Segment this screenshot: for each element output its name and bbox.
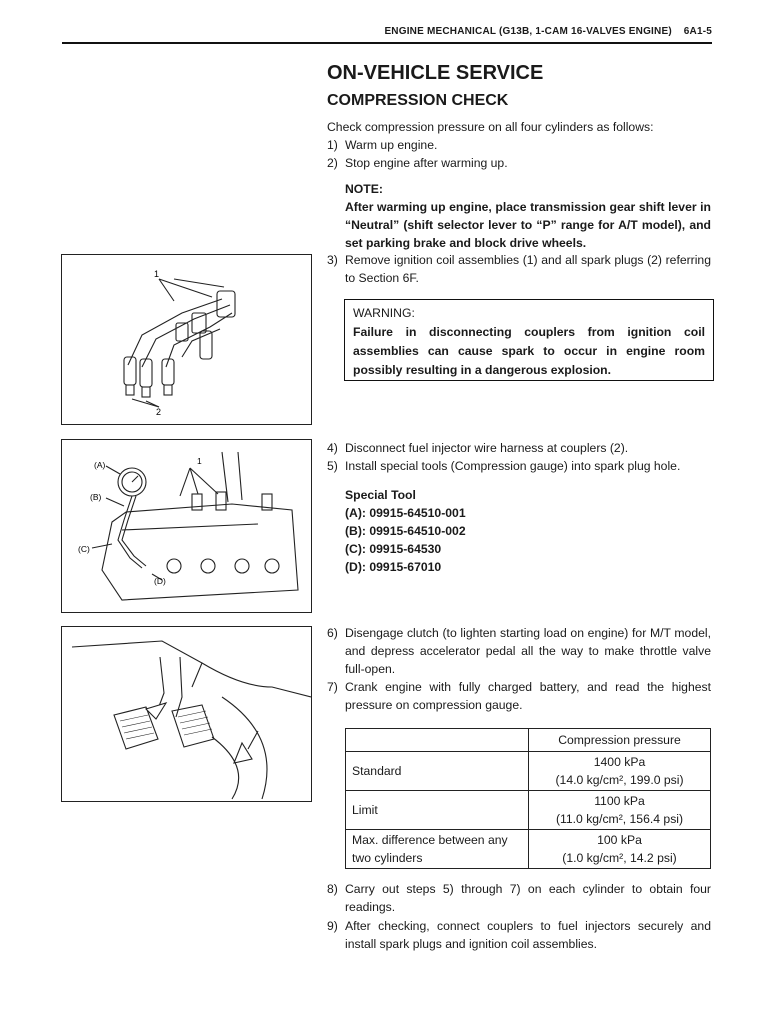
- value-kpa: 100 kPa: [597, 833, 642, 847]
- table-row: [346, 830, 711, 869]
- step-number: 3): [327, 253, 338, 267]
- step-7: [327, 678, 711, 714]
- step-3: [327, 251, 711, 287]
- step-text: Warm up engine.: [345, 138, 438, 152]
- pedals-drawing: [62, 627, 311, 801]
- special-tool-block: [345, 486, 466, 576]
- special-tool-item: (C): 09915-64530: [345, 542, 442, 556]
- row-value: [529, 830, 711, 869]
- step-text: Crank engine with fully charged battery, and read the highest pressure on compression gauge.: [345, 680, 711, 712]
- warning-text: Failure in disconnecting couplers from ignition coil assemblies can cause spark to occur in engine room possibly resulting in a dangerous explosion.: [353, 325, 705, 377]
- step-number: 9): [327, 919, 338, 933]
- step-number: 1): [327, 138, 338, 152]
- step-number: 6): [327, 626, 338, 640]
- figure-label-b: (B): [90, 492, 102, 502]
- step-number: 2): [327, 156, 338, 170]
- figure-label-2: 2: [156, 407, 162, 417]
- step-text: Stop engine after warming up.: [345, 156, 508, 170]
- value-units: (1.0 kg/cm², 14.2 psi): [562, 851, 677, 865]
- special-tool-item: (B): 09915-64510-002: [345, 524, 466, 538]
- table-corner: [346, 729, 529, 752]
- intro-text: Check compression pressure on all four cylinders as follows:: [327, 120, 654, 134]
- step-5: [327, 457, 711, 475]
- row-label-line: two cylinders: [352, 851, 423, 865]
- step-6: [327, 624, 711, 678]
- step-number: 4): [327, 441, 338, 455]
- ignition-coil-drawing: [62, 255, 311, 424]
- row-label: Limit: [346, 791, 529, 830]
- note-label: NOTE:: [345, 182, 383, 196]
- section-title: ON-VEHICLE SERVICE: [327, 62, 544, 84]
- figure-label-d: (D): [154, 576, 166, 586]
- step-text: Disengage clutch (to lighten starting load on engine) for M/T model, and depress accelerator pedal all the way to make throttle valve full-open.: [345, 626, 711, 676]
- step-2: [327, 154, 711, 172]
- step-8: [327, 880, 711, 916]
- value-units: (11.0 kg/cm², 156.4 psi): [555, 812, 684, 826]
- step-number: 7): [327, 680, 338, 694]
- step-1: [327, 136, 711, 154]
- step-text: Disconnect fuel injector wire harness at couplers (2).: [345, 441, 629, 455]
- row-label-line: Max. difference between any: [352, 833, 508, 847]
- row-value: [529, 791, 711, 830]
- special-tool-item: (D): 09915-67010: [345, 560, 442, 574]
- value-kpa: 1100 kPa: [594, 794, 645, 808]
- step-text: Remove ignition coil assemblies (1) and all spark plugs (2) referring to Section 6F.: [345, 253, 711, 285]
- value-units: (14.0 kg/cm², 199.0 psi): [555, 773, 684, 787]
- step-9: [327, 917, 711, 953]
- row-label: [346, 830, 529, 869]
- figure-label-c: (C): [78, 544, 90, 554]
- figure-label-1: 1: [154, 269, 160, 279]
- figure-label-a: (A): [94, 460, 106, 470]
- value-kpa: 1400 kPa: [593, 755, 646, 769]
- figure-ignition-coils: [61, 254, 312, 425]
- step-text: Install special tools (Compression gauge) into spark plug hole.: [345, 459, 681, 473]
- row-value: [529, 752, 711, 791]
- figure-label-1: 1: [197, 456, 202, 466]
- warning-box: [344, 299, 714, 381]
- step-number: 8): [327, 882, 338, 896]
- special-tool-item: (A): 09915-64510-001: [345, 506, 466, 520]
- step-text: Carry out steps 5) through 7) on each cylinder to obtain four readings.: [345, 882, 711, 914]
- special-tool-title: Special Tool: [345, 488, 416, 502]
- table-header: Compression pressure: [529, 729, 711, 752]
- row-label: Standard: [346, 752, 529, 791]
- figure-pedals: [61, 626, 312, 802]
- note-block: [345, 180, 711, 252]
- compression-gauge-drawing: [62, 440, 311, 612]
- figure-compression-gauge: [61, 439, 312, 613]
- table-row: [346, 752, 711, 791]
- note-text: After warming up engine, place transmission gear shift lever in “Neutral” (shift selector lever to “P” range for A/T model), and set parking brake and block drive wheels.: [345, 200, 711, 250]
- step-4: [327, 439, 711, 457]
- step-number: 5): [327, 459, 338, 473]
- section-subtitle: COMPRESSION CHECK: [327, 92, 509, 109]
- step-text: After checking, connect couplers to fuel injectors securely and install spark plugs and ignition coil assemblies.: [345, 919, 711, 951]
- header-text: ENGINE MECHANICAL (G13B, 1-CAM 16-VALVES ENGINE) 6A1-5: [384, 26, 712, 37]
- warning-label: WARNING:: [353, 306, 415, 320]
- table-row: [346, 791, 711, 830]
- compression-table: [345, 728, 711, 869]
- page-header: [62, 24, 712, 44]
